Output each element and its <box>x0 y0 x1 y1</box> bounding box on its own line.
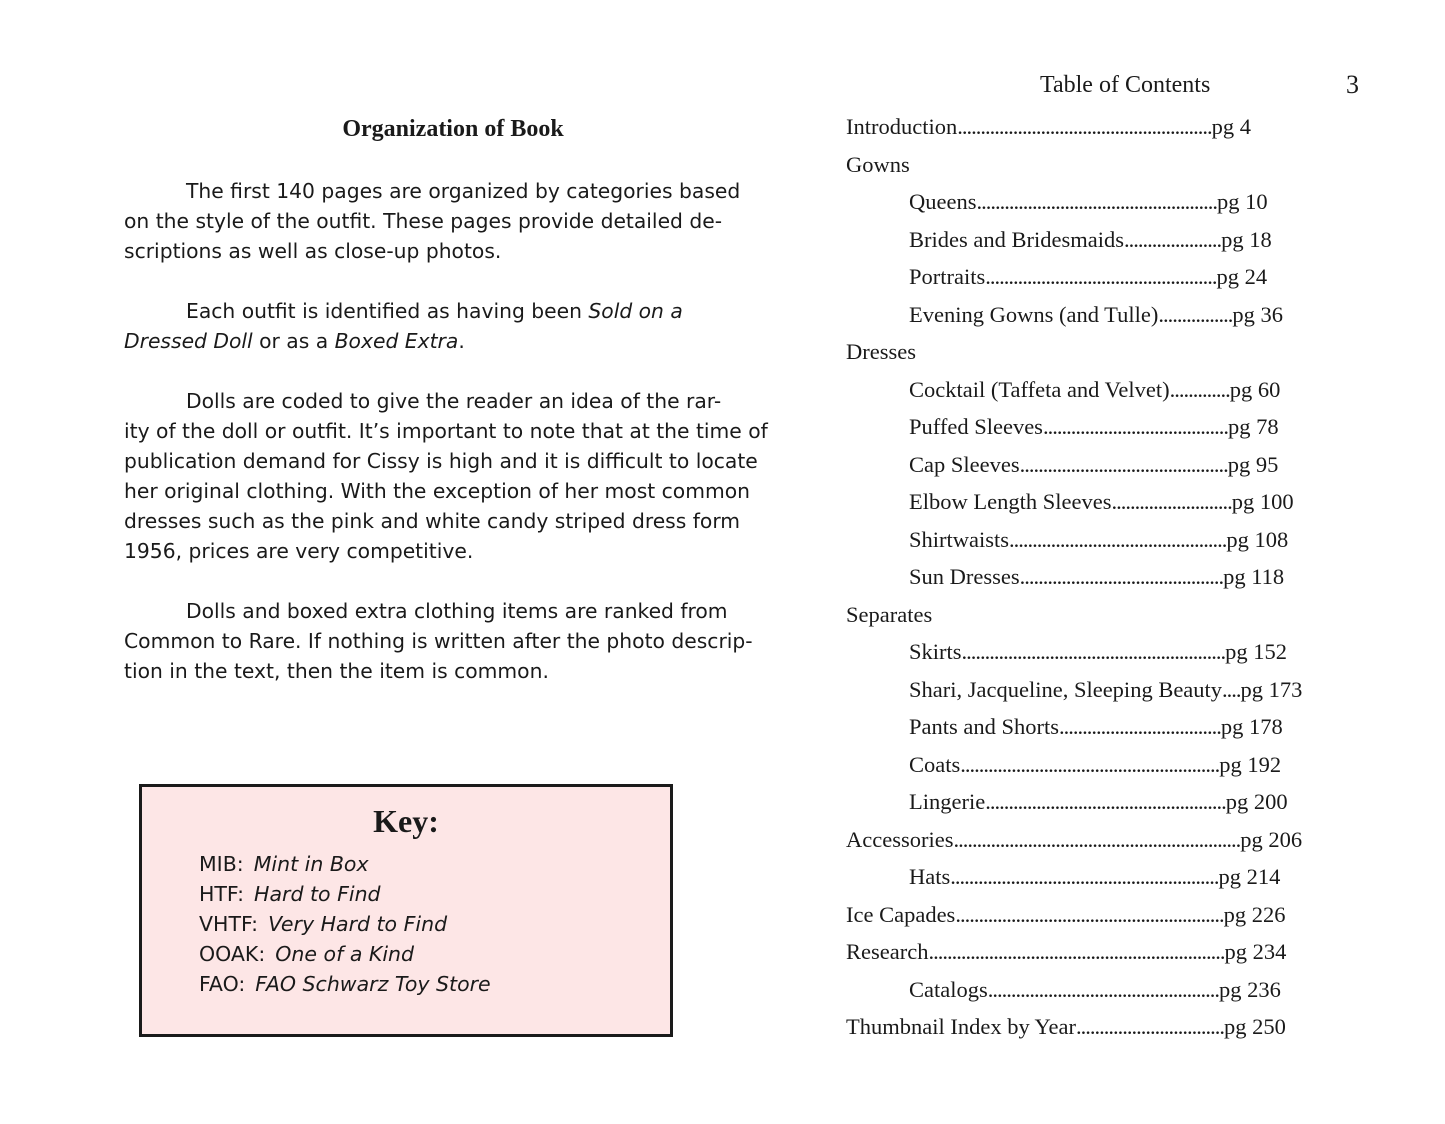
toc-page-number: pg 18 <box>1221 226 1272 252</box>
toc-page-number: pg 152 <box>1225 639 1288 664</box>
key-entry: FAO: FAO Schwarz Toy Store <box>199 972 491 996</box>
toc-entry-label: Catalogs <box>909 976 988 1002</box>
toc-leader-dots: ........................................ <box>1042 414 1228 439</box>
toc-leader-dots: ........................................................ <box>960 751 1220 777</box>
toc-entry-label: Skirts <box>909 639 962 664</box>
paragraph-1 <box>124 176 741 266</box>
table-of-contents <box>846 108 1302 1046</box>
toc-entry-label: Research <box>846 939 929 964</box>
toc-entry-label: Thumbnail Index by Year <box>846 1014 1076 1039</box>
toc-page-number: pg 226 <box>1223 901 1286 927</box>
toc-entry-label: Elbow Length Sleeves <box>909 489 1112 514</box>
key-title: Key: <box>373 803 439 839</box>
paragraph-line: Common to Rare. If nothing is written after the photo descrip- <box>124 629 753 653</box>
toc-leader-dots: .................................................. <box>987 976 1219 1002</box>
paragraph-line: Dressed Doll or as a Boxed Extra. <box>124 329 465 353</box>
toc-entry-label: Portraits <box>909 264 986 289</box>
paragraph-line: ity of the doll or outfit. It’s important to note that at the time of <box>124 419 768 443</box>
toc-leader-dots: ......................................................... <box>961 639 1226 664</box>
toc-entry-label: Introduction <box>846 114 958 139</box>
key-entry: VHTF: Very Hard to Find <box>199 912 448 936</box>
toc-entry[interactable] <box>846 183 1302 221</box>
toc-page-number: pg 214 <box>1218 864 1281 889</box>
toc-page-number: pg 4 <box>1211 114 1251 139</box>
toc-leader-dots: ................................ <box>1075 1014 1224 1039</box>
toc-entry[interactable] <box>846 108 1302 146</box>
toc-entry[interactable] <box>846 783 1302 821</box>
toc-leader-dots: .............................................................. <box>953 826 1241 852</box>
toc-entry-label: Accessories <box>846 826 954 852</box>
toc-page-number: pg 10 <box>1216 189 1268 214</box>
paragraph-line: on the style of the outfit. These pages provide detailed de- <box>124 209 723 233</box>
toc-entry-label: Queens <box>909 189 977 214</box>
paragraph-4 <box>124 596 753 686</box>
toc-page-number: pg 173 <box>1240 676 1303 702</box>
toc-leader-dots: ............................................... <box>1009 526 1227 552</box>
paragraph-line: her original clothing. With the exception of her most common <box>124 479 750 503</box>
toc-entry[interactable] <box>846 408 1302 446</box>
toc-entry-label: Brides and Bridesmaids <box>909 226 1124 252</box>
toc-entry[interactable] <box>846 221 1302 259</box>
toc-section-heading: Dresses <box>846 339 916 364</box>
toc-entry[interactable] <box>846 746 1302 784</box>
toc-entry[interactable] <box>846 1008 1302 1046</box>
toc-entry-label: Cap Sleeves <box>909 451 1020 477</box>
toc-page-number: pg 250 <box>1223 1014 1286 1039</box>
toc-page-number: pg 192 <box>1219 751 1282 777</box>
toc-entry-label: Ice Capades <box>846 901 956 927</box>
toc-leader-dots: .......................... <box>1111 489 1232 514</box>
toc-entry[interactable] <box>846 671 1302 709</box>
toc-page-number: pg 206 <box>1240 826 1303 852</box>
toc-entry-label: Sun Dresses <box>909 564 1020 589</box>
organization-title: Organization of Book <box>342 116 564 142</box>
toc-leader-dots: ................ <box>1158 301 1233 327</box>
paragraph-line: scriptions as well as close-up photos. <box>124 239 502 263</box>
toc-entry-label: Shirtwaists <box>909 526 1010 552</box>
toc-entry[interactable] <box>846 296 1302 334</box>
toc-title: Table of Contents <box>1040 72 1211 98</box>
paragraph-line: Each outfit is identified as having been Sold on a <box>186 299 683 323</box>
toc-entry-label: Cocktail (Taffeta and Velvet) <box>909 376 1170 402</box>
toc-page-number: pg 236 <box>1219 976 1281 1002</box>
toc-entry-label: Evening Gowns (and Tulle) <box>909 301 1159 327</box>
toc-leader-dots: ............................................. <box>1019 451 1228 477</box>
toc-page-number: pg 36 <box>1232 301 1283 327</box>
toc-leader-dots: ................................... <box>1059 714 1221 739</box>
toc-entry[interactable] <box>846 521 1302 559</box>
toc-section-heading: Separates <box>846 601 933 627</box>
toc-leader-dots: ....................................................... <box>957 114 1212 139</box>
page-number: 3 <box>1346 70 1359 99</box>
toc-entry[interactable] <box>846 858 1302 896</box>
key-entry: MIB: Mint in Box <box>199 852 369 876</box>
toc-page-number: pg 108 <box>1226 526 1289 552</box>
paragraph-line: The first 140 pages are organized by categories based <box>186 179 741 203</box>
toc-entry[interactable] <box>846 371 1302 409</box>
toc-entry[interactable] <box>846 971 1302 1009</box>
paragraph-3 <box>124 386 768 566</box>
toc-entry[interactable] <box>846 708 1302 746</box>
key-box <box>139 784 673 1037</box>
toc-leader-dots: .......................................................... <box>950 864 1219 889</box>
toc-entry[interactable] <box>846 821 1302 859</box>
toc-entry[interactable] <box>846 933 1302 971</box>
toc-section-heading: Gowns <box>846 151 910 177</box>
key-entry: OOAK: One of a Kind <box>199 942 415 966</box>
toc-entry[interactable] <box>846 483 1302 521</box>
toc-leader-dots: .......................................................... <box>955 901 1224 927</box>
toc-page-number: pg 178 <box>1220 714 1283 739</box>
toc-page-number: pg 60 <box>1229 376 1281 402</box>
toc-page-number: pg 24 <box>1216 264 1268 289</box>
toc-entry[interactable] <box>846 446 1302 484</box>
paragraph-line: 1956, prices are very competitive. <box>124 539 474 563</box>
toc-entry-label: Puffed Sleeves <box>909 414 1043 439</box>
paragraph-line: Dolls are coded to give the reader an idea of the rar- <box>186 389 722 413</box>
toc-entry-label: Hats <box>909 864 951 889</box>
toc-entry[interactable] <box>846 258 1302 296</box>
toc-leader-dots: ................................................................ <box>928 939 1225 964</box>
toc-entry-label: Lingerie <box>909 789 986 814</box>
toc-entry[interactable] <box>846 896 1302 934</box>
key-list <box>199 849 491 999</box>
toc-leader-dots: ............................................ <box>1019 564 1224 589</box>
toc-page-number: pg 78 <box>1227 414 1279 439</box>
toc-page-number: pg 100 <box>1231 489 1294 514</box>
toc-page-number: pg 200 <box>1225 789 1288 814</box>
toc-leader-dots: .... <box>1222 676 1241 702</box>
toc-entry[interactable] <box>846 558 1302 596</box>
paragraph-2 <box>124 296 724 356</box>
paragraph-line: tion in the text, then the item is common. <box>124 659 549 683</box>
toc-entry-label: Shari, Jacqueline, Sleeping Beauty <box>909 676 1223 702</box>
toc-leader-dots: .................................................... <box>985 789 1226 814</box>
toc-leader-dots: ..................... <box>1123 226 1222 252</box>
toc-entry[interactable] <box>846 633 1302 671</box>
paragraph-line: publication demand for Cissy is high and it is difficult to locate <box>124 449 758 473</box>
toc-page-number: pg 234 <box>1224 939 1287 964</box>
key-entry: HTF: Hard to Find <box>199 882 381 906</box>
toc-entry-label: Coats <box>909 751 961 777</box>
toc-leader-dots: .................................................... <box>976 189 1217 214</box>
paragraph-line: dresses such as the pink and white candy striped dress form <box>124 509 741 533</box>
toc-entry-label: Pants and Shorts <box>909 714 1060 739</box>
toc-leader-dots: .................................................. <box>985 264 1217 289</box>
toc-page-number: pg 118 <box>1223 564 1285 589</box>
toc-leader-dots: ............. <box>1169 376 1230 402</box>
toc-page-number: pg 95 <box>1227 451 1279 477</box>
paragraph-line: Dolls and boxed extra clothing items are ranked from <box>186 599 728 623</box>
